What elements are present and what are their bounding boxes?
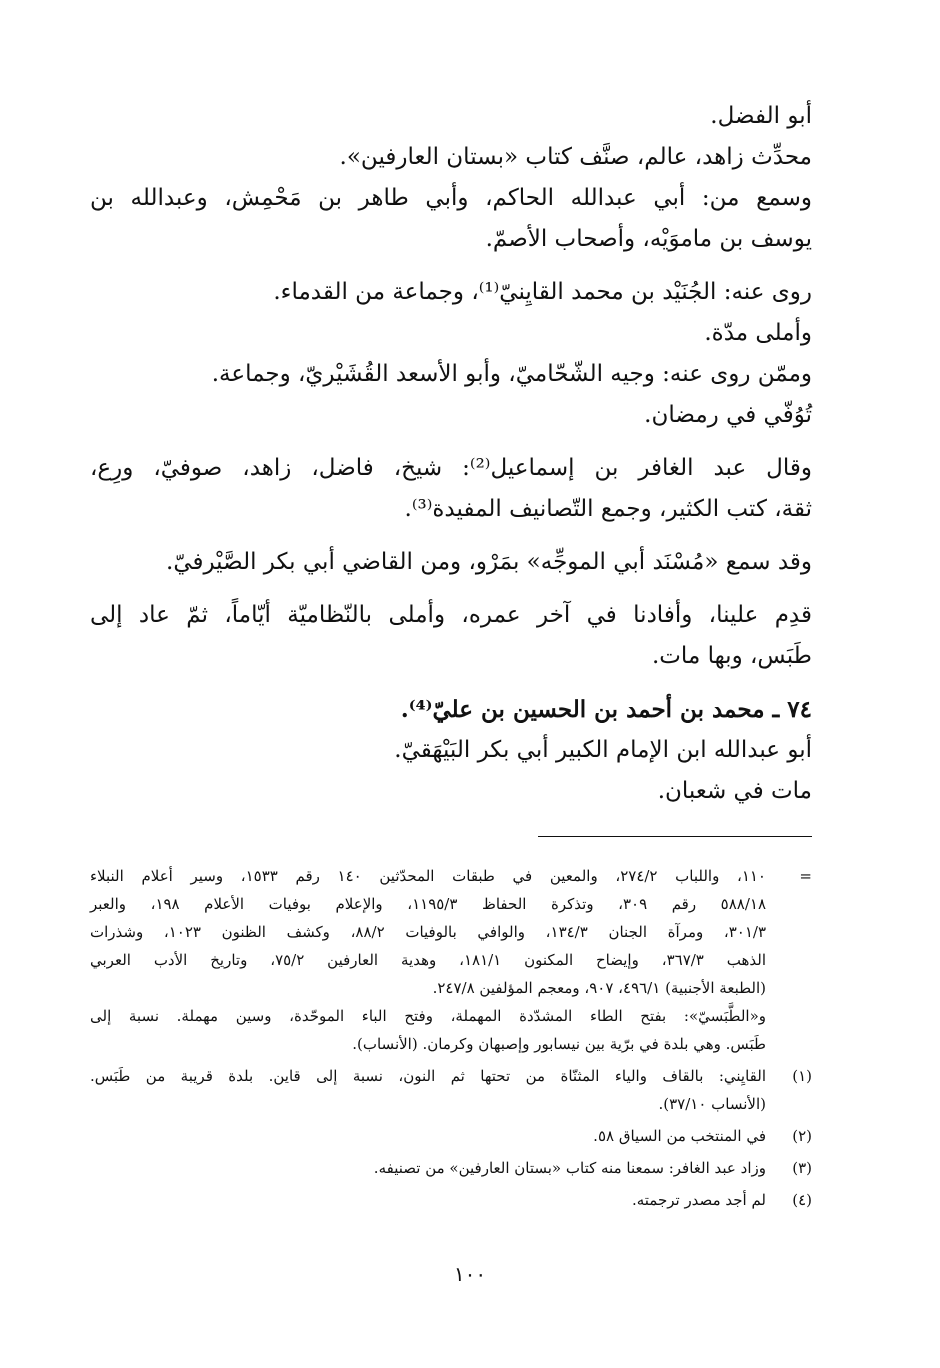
entry-heading: ٧٤ ـ محمد بن أحمد بن الحسين بن عليّ⁽⁴⁾.: [400, 696, 812, 723]
page-number: ١٠٠: [453, 1262, 487, 1286]
text-line: أبو الفضل.: [710, 103, 812, 129]
footnote-line: في المنتخب من السياق ٥٨.: [593, 1127, 766, 1145]
paragraph: [90, 542, 812, 583]
main-text: [90, 96, 812, 824]
footnote-label: =: [799, 867, 812, 885]
text-line: ثقة، كتب الكثير، وجمع التّصانيف المفيدة⁽³⁾.: [404, 496, 812, 522]
text-line: تُوُفّي في رمضان.: [644, 402, 812, 428]
footnote-line: الذهب ٣٦٧/٣، وإيضاح المكنون ١٨١/١، وهدية العارفين ٧٥/٢، وتاريخ الأدب العربي: [90, 951, 766, 969]
footnote: [90, 1154, 812, 1182]
footnote-line: (الطبعة الأجنبية) ٤٩٦/١، ٩٠٧، ومعجم المؤلفين ٢٤٧/٨.: [432, 979, 766, 997]
footnote-line: لم أجد مصدر ترجمته.: [631, 1191, 766, 1209]
text-line: طَبَس، وبها مات.: [651, 643, 812, 669]
text-line: قدِم علينا، وأفادنا في آخر عمره، وأملى بالنّظاميّة أيّاماً، ثمّ عاد إلى: [90, 602, 812, 628]
text-line: وقد سمع «مُسْنَد أبي الموجِّه» بمَرْو، ومن القاضي أبي بكر الصَّيْرفيّ.: [166, 549, 812, 575]
text-line: محدِّث زاهد، عالم، صنَّف كتاب «بستان العارفين».: [339, 144, 812, 170]
text-line: وسمع من: أبي عبدالله الحاكم، وأبي طاهر بن مَحْمِش، وعبدالله بن: [90, 185, 812, 211]
footnote-continuation: [90, 862, 812, 1058]
paragraph: [90, 448, 812, 530]
paragraph: [90, 595, 812, 677]
footnote: [90, 1062, 812, 1118]
text-line: مات في شعبان.: [657, 778, 812, 804]
footnote: [90, 1122, 812, 1150]
footnote-line: القايِني: بالقاف والياء المثنّاة من تحتها ثم النون، نسبة إلى قاين. بلدة قريبة من طَبَس.: [90, 1067, 766, 1085]
text-line: وأملى مدّة.: [704, 320, 812, 346]
footnote-line: وزاد عبد الغافر: سمعنا منه كتاب «بستان العارفين» من تصنيفه.: [373, 1159, 766, 1177]
text-line: يوسف بن ماموَيْه، وأصحاب الأصمّ.: [485, 226, 812, 252]
paragraph: [90, 96, 812, 260]
footnote-line: (الأنساب ٣٧/١٠).: [658, 1095, 766, 1113]
footnotes: [90, 862, 812, 1218]
footnote-label: (١): [792, 1067, 812, 1085]
footnote: [90, 1186, 812, 1214]
text-line: وقال عبد الغافر بن إسماعيل⁽²⁾: شيخ، فاضل، زاهد، صوفيّ، ورِع،: [90, 455, 812, 481]
text-line: وممّن روى عنه: وجيه الشّحّاميّ، وأبو الأسعد القُشَيْريّ، وجماعة.: [211, 361, 812, 387]
footnote-line: طَبَس. وهي بلدة في برّية بين نيسابور وإصبهان وكرمان. (الأنساب).: [352, 1035, 766, 1053]
footnote-line: و«الطَّبَسيّ»: بفتح الطاء المشدّدة المهملة، وفتح الباء الموحّدة، وسين مهملة. نسبة إلى: [90, 1007, 766, 1025]
text-line: روى عنه: الجُنَيْد بن محمد القايِنيّ⁽¹⁾، وجماعة من القدماء.: [273, 279, 812, 305]
biography-entry: [90, 689, 812, 812]
footnote-separator: [538, 836, 812, 837]
footnote-label: (٤): [792, 1191, 812, 1209]
paragraph: [90, 272, 812, 436]
footnote-line: ٣٠١/٣، ومرآة الجنان ١٣٤/٣، والوافي بالوفيات ٨٨/٢، وكشف الظنون ١٠٢٣، وشذرات: [90, 923, 767, 941]
footnote-line: ١١٠، واللباب ٢٧٤/٢، والمعين في طبقات المحدّثين ١٤٠ رقم ١٥٣٣، وسير أعلام النبلاء: [90, 867, 766, 885]
footnote-label: (٣): [792, 1159, 812, 1177]
footnote-line: ٥٨٨/١٨ رقم ٣٠٩، وتذكرة الحفاظ ١١٩٥/٣، والإعلام بوفيات الأعلام ١٩٨، والعبر: [90, 895, 767, 913]
footnote-label: (٢): [792, 1127, 812, 1145]
text-line: أبو عبدالله ابن الإمام الكبير أبي بكر البَيْهَقيّ.: [394, 737, 812, 763]
